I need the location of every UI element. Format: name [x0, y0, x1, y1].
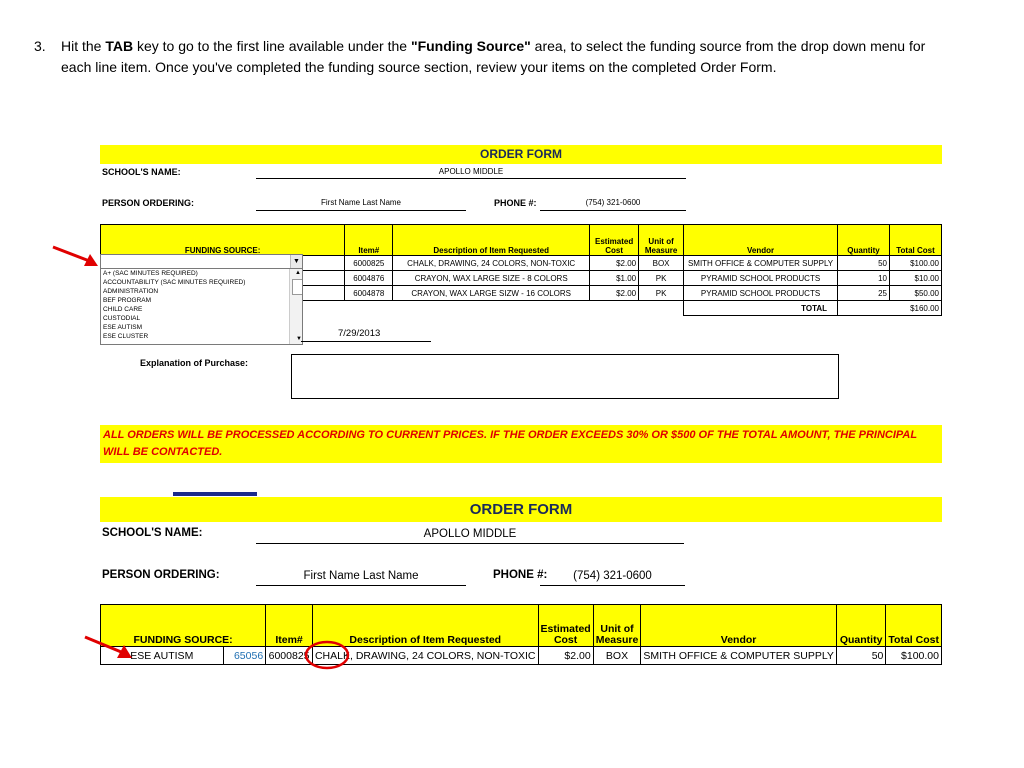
red-arrow-icon — [82, 634, 136, 662]
step-number: 3. — [34, 38, 46, 54]
form2-header-desc: Description of Item Requested — [312, 605, 538, 647]
form1-person-label: PERSON ORDERING: — [102, 198, 195, 208]
instruction-text: 3. Hit the TAB key to go to the first line available under the "Funding Source" area, to select the funding source from the drop down menu for each line item. Once you've completed the funding source section, review your items on the completed Order Form. — [34, 38, 926, 75]
form1-explanation-box[interactable] — [291, 354, 839, 399]
form1-total-value: $160.00 — [838, 301, 942, 316]
form2-title-bar — [100, 497, 942, 522]
form1-school-field[interactable]: APOLLO MIDDLE — [256, 165, 686, 179]
form2-header-total: Total Cost — [886, 605, 942, 647]
form1-header-uom: Unit of Measure — [639, 225, 684, 256]
dropdown-toggle-button[interactable] — [290, 255, 302, 268]
form1-header-vendor: Vendor — [684, 225, 838, 256]
table-row: 6004878 CRAYON, WAX LARGE SIZW - 16 COLORS $2.00 PK PYRAMID SCHOOL PRODUCTS 25 $50.00 — [101, 286, 942, 301]
form2-phone-label: PHONE #: — [493, 569, 548, 581]
form1-school-label: SCHOOL'S NAME: — [102, 167, 181, 177]
form2-funding-code: 65056 — [223, 647, 266, 665]
form1-header-funding: FUNDING SOURCE: — [101, 225, 345, 256]
chevron-down-icon: ▼ — [293, 258, 300, 265]
form1-person-field[interactable]: First Name Last Name — [256, 196, 466, 211]
form1-header-cost: Estimated Cost — [590, 225, 639, 256]
red-circle-highlight — [303, 639, 351, 671]
form1-header-qty: Quantity — [838, 225, 890, 256]
funding-source-options[interactable] — [100, 268, 303, 345]
form2-phone-field[interactable]: (754) 321-0600 — [540, 567, 685, 586]
scroll-thumb[interactable] — [292, 279, 303, 295]
tab-key-label: TAB — [105, 38, 134, 54]
form1-title: ORDER FORM — [480, 147, 562, 161]
dropdown-option[interactable]: ADMINISTRATION — [103, 288, 159, 295]
form2-header-item: Item# — [266, 605, 313, 647]
form1-header-item: Item# — [345, 225, 393, 256]
form2-header-cost: Estimated Cost — [538, 605, 593, 647]
dropdown-option[interactable]: A+ (SAC MINUTES REQUIRED) — [103, 270, 198, 277]
form1-header-desc: Description of Item Requested — [393, 225, 590, 256]
scroll-up-icon[interactable]: ▲ — [295, 270, 301, 276]
form2-header-uom: Unit of Measure — [593, 605, 641, 647]
dropdown-option[interactable]: ACCOUNTABILITY (SAC MINUTES REQUIRED) — [103, 279, 246, 286]
form2-funding-cell[interactable]: ESE AUTISM — [101, 647, 224, 665]
dropdown-option[interactable]: CUSTODIAL — [103, 315, 141, 322]
form1-date-field[interactable]: 7/29/2013 — [301, 327, 431, 342]
form2-header-qty: Quantity — [836, 605, 886, 647]
table-row: 6004876 CRAYON, WAX LARGE SIZE - 8 COLORS $1.00 PK PYRAMID SCHOOL PRODUCTS 10 $10.00 — [101, 271, 942, 286]
dropdown-option[interactable]: BEF PROGRAM — [103, 297, 152, 304]
form1-phone-field[interactable]: (754) 321-0600 — [540, 196, 686, 211]
form1-header-total: Total Cost — [889, 225, 941, 256]
table-row: ESE AUTISM 65056 6000825 CHALK, DRAWING, 24 COLORS, NON-TOXIC $2.00 BOX SMITH OFFICE & COMPUTER SUPPLY 50 $100.00 — [101, 647, 942, 665]
form2-person-label: PERSON ORDERING: — [102, 569, 220, 581]
scroll-down-icon[interactable]: ▼ — [296, 336, 302, 342]
funding-source-dropdown[interactable] — [100, 254, 303, 269]
tab-indicator-line — [173, 492, 257, 496]
form2-person-field[interactable]: First Name Last Name — [256, 567, 466, 586]
funding-source-label: "Funding Source" — [410, 38, 531, 54]
form2-title: ORDER FORM — [469, 501, 573, 518]
form2-school-field[interactable]: APOLLO MIDDLE — [256, 526, 684, 544]
form1-total-label: TOTAL — [684, 301, 838, 316]
red-arrow-icon — [50, 244, 102, 270]
form1-header-row — [101, 225, 942, 256]
form2-order-table — [100, 604, 942, 665]
form2-school-label: SCHOOL'S NAME: — [102, 527, 203, 539]
form1-warning-banner: ALL ORDERS WILL BE PROCESSED ACCORDING TO CURRENT PRICES. IF THE ORDER EXCEEDS 30% OR $500 OF THE TOTAL AMOUNT, THE PRINCIPAL WILL BE CONTACTED. — [100, 425, 942, 463]
form2-header-row — [101, 605, 942, 647]
dropdown-option[interactable]: ESE CLUSTER — [103, 333, 149, 340]
form1-explanation-label: Explanation of Purchase: — [140, 358, 249, 368]
form1-title-bar — [100, 145, 942, 164]
form2-header-vendor: Vendor — [641, 605, 837, 647]
form2-header-funding: FUNDING SOURCE: — [101, 605, 266, 647]
form1-phone-label: PHONE #: — [494, 198, 537, 208]
dropdown-option[interactable]: ESE AUTISM — [103, 324, 143, 331]
table-row: 6000825 CHALK, DRAWING, 24 COLORS, NON-TOXIC $2.00 BOX SMITH OFFICE & COMPUTER SUPPLY 50 $100.00 — [101, 256, 942, 271]
dropdown-option[interactable]: CHILD CARE — [103, 306, 143, 313]
